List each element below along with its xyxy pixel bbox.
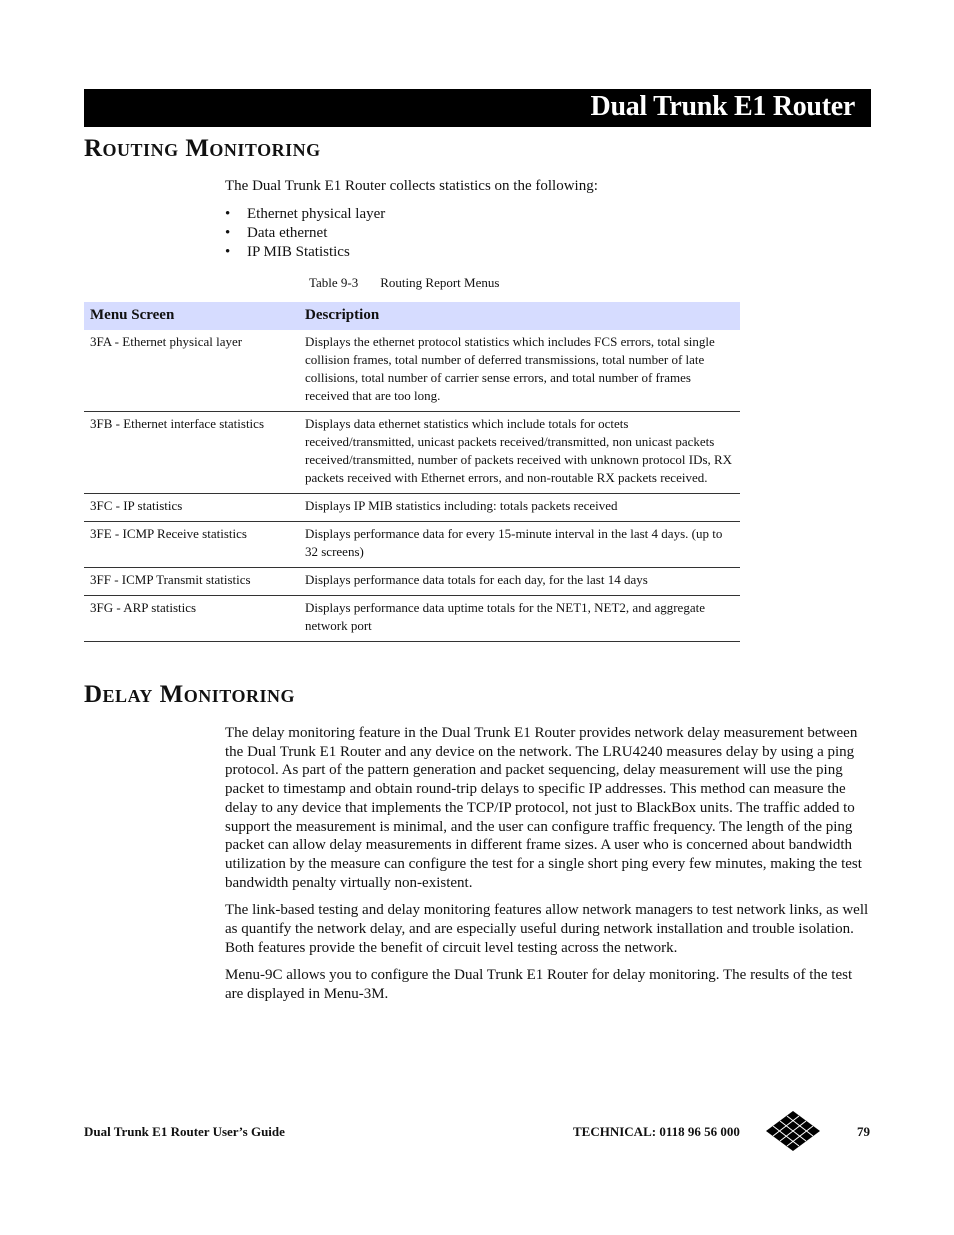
bullet-item: • Ethernet physical layer bbox=[225, 206, 386, 222]
delay-paragraph: Menu-9C allows you to configure the Dual Trunk E1 Router for delay monitoring. The results of the test are displayed in Menu-3M. bbox=[225, 967, 853, 1003]
description-cell: Displays data ethernet statistics which include totals for octets received/transmitted, unicast packets received/transmitted, non unicast packets received/transmitted, number of packets received with unknown protocol IDs, RX packets received with Ethernet errors, and non-routable RX packets received. bbox=[299, 412, 740, 494]
description-cell: Displays performance data uptime totals for the NET1, NET2, and aggregate network port bbox=[299, 596, 740, 642]
header-title: Dual Trunk E1 Router bbox=[590, 91, 855, 122]
routing-heading: Routing Monitoring bbox=[84, 135, 321, 162]
delay-body bbox=[225, 724, 871, 1013]
table-caption bbox=[309, 275, 499, 291]
table-caption-number: Table 9-3 bbox=[309, 275, 359, 290]
menu-cell: 3FE - ICMP Receive statistics bbox=[84, 522, 299, 568]
header-bar bbox=[84, 89, 871, 127]
table-row bbox=[84, 412, 740, 494]
table-row bbox=[84, 494, 740, 522]
bullet-text: Ethernet physical layer bbox=[247, 206, 386, 222]
table-row bbox=[84, 596, 740, 642]
routing-intro: The Dual Trunk E1 Router collects statistics on the following: bbox=[225, 178, 598, 194]
menu-cell: 3FA - Ethernet physical layer bbox=[84, 330, 299, 412]
delay-paragraph: The delay monitoring feature in the Dual Trunk E1 Router provides network delay measurement between the Dual Trunk E1 Router and any device on the network. The LRU4240 measures delay by using a ping protocol. As part of the pattern generation and packet sequencing, delay measurement will use the ping packet to timestamp and obtain round-trip delays to specific IP addresses. This method can measure the delay to any device that implements the TCP/IP protocol, not just to BlackBox units. The traffic added to support the measurement is minimal, and the user can configure traffic frequency. The length of the ping packet can allow delay measurements in different frame sizes. A user who is concerned about bandwidth utilization by the measure can configure the test for a single short ping every few minutes, making the test bandwidth penalty virtually non-existent. bbox=[225, 725, 862, 891]
column-header-description: Description bbox=[299, 302, 740, 330]
description-cell: Displays performance data for every 15-minute interval in the last 4 days. (up to 32 screens) bbox=[299, 522, 740, 568]
delay-heading: Delay Monitoring bbox=[84, 681, 295, 708]
footer-page-number: 79 bbox=[857, 1124, 870, 1139]
menu-cell: 3FB - Ethernet interface statistics bbox=[84, 412, 299, 494]
blackbox-diamond-logo-icon bbox=[765, 1110, 821, 1152]
table-row bbox=[84, 330, 740, 412]
description-cell: Displays the ethernet protocol statistics which includes FCS errors, total single collision frames, total number of deferred transmissions, total number of late collisions, total number of carrier sense errors, and total number of frames received that are too long. bbox=[299, 330, 740, 412]
column-header-menu-screen: Menu Screen bbox=[84, 302, 299, 330]
table-row bbox=[84, 522, 740, 568]
table-row bbox=[84, 568, 740, 596]
footer-technical: TECHNICAL: 0118 96 56 000 bbox=[573, 1124, 740, 1139]
description-cell: Displays IP MIB statistics including: totals packets received bbox=[299, 494, 740, 522]
delay-paragraph: The link-based testing and delay monitoring features allow network managers to test network links, as well as quantify the network delay, and are especially useful during network installation and trouble isolation. Both features provide the benefit of circuit level testing across the network. bbox=[225, 902, 869, 956]
description-cell: Displays performance data totals for each day, for the last 14 days bbox=[299, 568, 740, 596]
bullet-text: Data ethernet bbox=[247, 225, 328, 241]
footer-guide-title: Dual Trunk E1 Router User’s Guide bbox=[84, 1124, 285, 1139]
routing-bullet-list bbox=[225, 205, 385, 262]
menu-cell: 3FG - ARP statistics bbox=[84, 596, 299, 642]
table-caption-title: Routing Report Menus bbox=[380, 275, 500, 290]
bullet-item: • IP MIB Statistics bbox=[225, 244, 350, 260]
menu-cell: 3FC - IP statistics bbox=[84, 494, 299, 522]
routing-report-table bbox=[84, 302, 740, 642]
table-header-row bbox=[84, 302, 740, 330]
bullet-item: • Data ethernet bbox=[225, 225, 328, 241]
bullet-text: IP MIB Statistics bbox=[247, 244, 350, 260]
menu-cell: 3FF - ICMP Transmit statistics bbox=[84, 568, 299, 596]
